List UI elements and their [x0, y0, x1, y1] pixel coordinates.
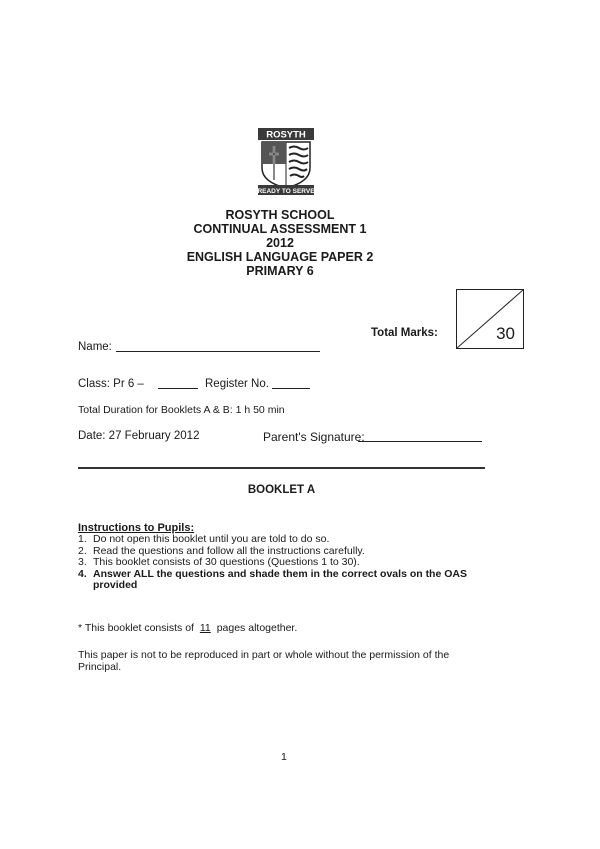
- pages-note: [78, 622, 297, 634]
- total-marks-label: Total Marks:: [371, 327, 438, 339]
- date-text: Date: 27 February 2012: [78, 430, 200, 442]
- register-label: Register No.: [205, 378, 269, 390]
- instructions-list: [78, 534, 478, 592]
- crest-top-text: ROSYTH: [266, 129, 306, 141]
- level-title: PRIMARY 6: [246, 264, 314, 278]
- school-crest-logo: [256, 128, 316, 196]
- signature-field[interactable]: [358, 441, 482, 442]
- instruction-item: [78, 557, 478, 569]
- pages-note-suffix: pages altogether.: [216, 622, 298, 634]
- pages-count: 11: [199, 622, 211, 634]
- crest-motto: READY TO SERVE: [257, 188, 315, 195]
- instruction-text: Do not open this booklet until you are told to do so.: [93, 533, 330, 545]
- paper-title: ENGLISH LANGUAGE PAPER 2: [186, 250, 374, 264]
- total-marks-value: 30: [496, 324, 515, 343]
- assessment-year: 2012: [266, 236, 294, 250]
- instruction-text: Read the questions and follow all the instructions carefully.: [93, 544, 365, 557]
- instruction-number: 3.: [78, 556, 87, 568]
- instruction-item: [78, 569, 478, 592]
- signature-label: Parent's Signature:: [263, 430, 365, 444]
- assessment-title: CONTINUAL ASSESSMENT 1: [193, 222, 367, 236]
- name-field[interactable]: [116, 351, 320, 352]
- class-label: Class: Pr 6 –: [78, 378, 144, 390]
- total-marks-box: [456, 289, 524, 349]
- name-label: Name:: [78, 341, 112, 353]
- instructions-title: Instructions to Pupils:: [78, 522, 195, 534]
- instruction-item: [78, 534, 478, 546]
- school-name: ROSYTH SCHOOL: [225, 208, 335, 222]
- instruction-number: 2.: [78, 544, 87, 557]
- register-field[interactable]: [272, 388, 310, 389]
- pages-note-prefix: * This booklet consists of: [78, 622, 194, 634]
- instruction-number: 4.: [78, 567, 87, 580]
- duration-text: Total Duration for Booklets A & B: 1 h 50 min: [78, 404, 285, 416]
- booklet-title: BOOKLET A: [247, 484, 316, 496]
- instruction-number: 1.: [78, 533, 87, 545]
- instruction-text: This booklet consists of 30 questions (Questions 1 to 30).: [93, 556, 360, 568]
- divider: [78, 467, 485, 469]
- class-field[interactable]: [158, 388, 198, 389]
- instruction-text: Answer ALL the questions and shade them in the correct ovals on the OAS provided: [93, 567, 467, 591]
- page-number: 1: [281, 751, 287, 763]
- copyright-note: This paper is not to be reproduced in part or whole without the permission of the Principal.: [78, 649, 450, 673]
